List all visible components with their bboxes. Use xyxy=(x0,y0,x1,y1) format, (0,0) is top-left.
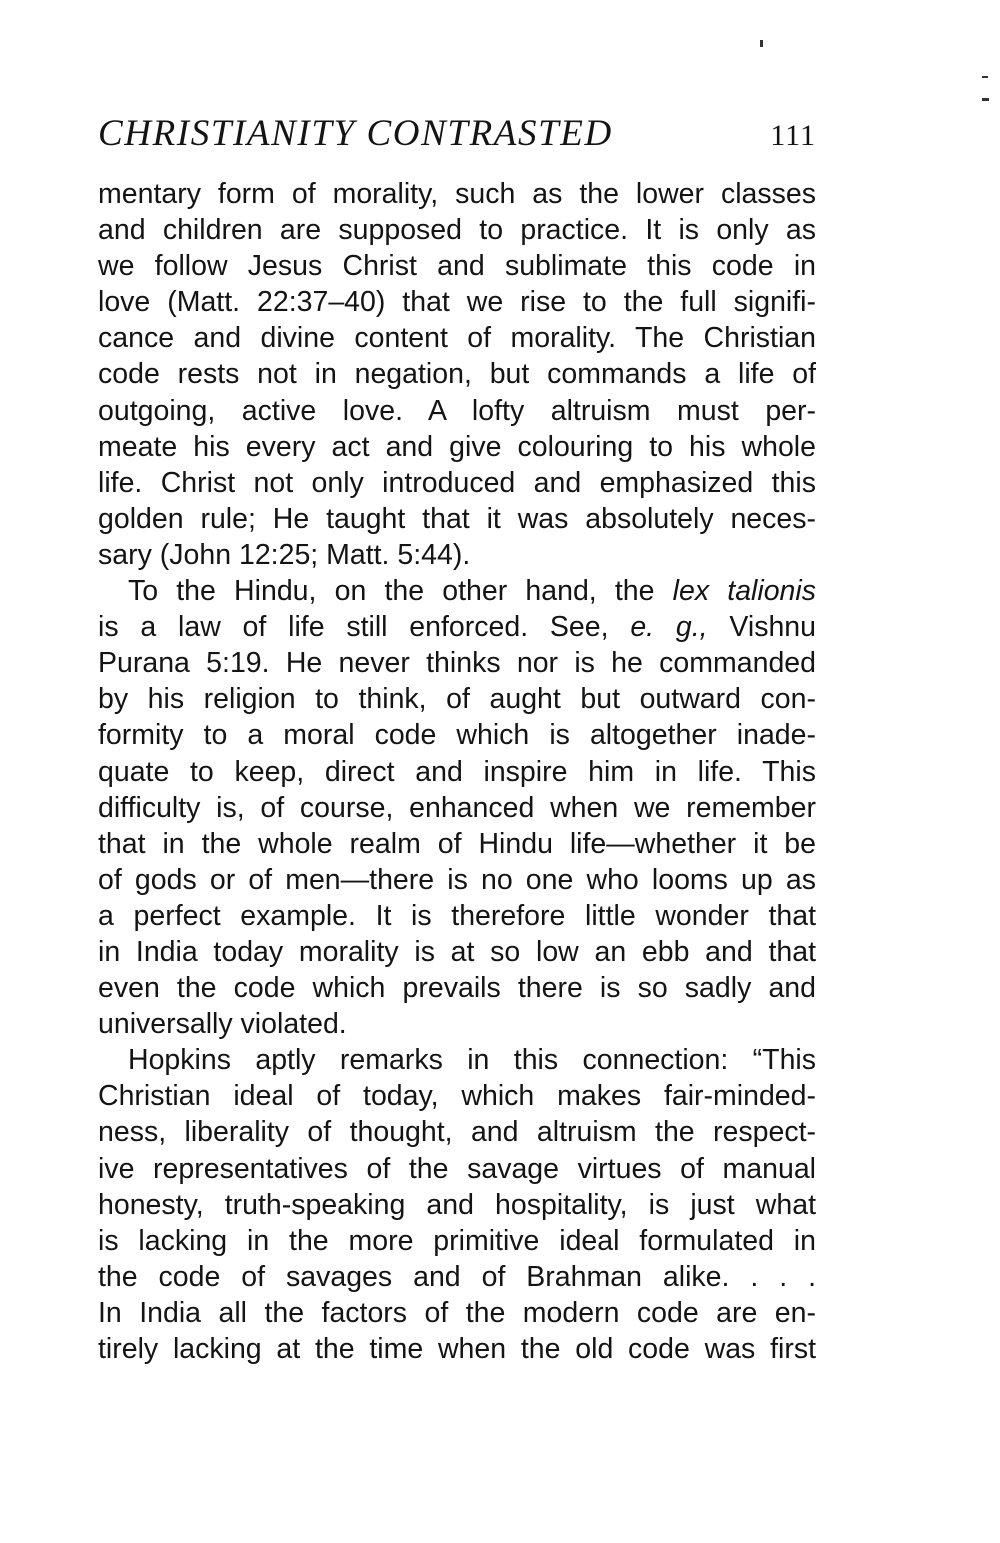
text-line: sary (John 12:25; Matt. 5:44). xyxy=(98,538,471,571)
italic-term: e. g., xyxy=(630,611,708,644)
text-line: cance and divine content of morality. The Christian xyxy=(98,322,816,355)
text-line: life. Christ not only introduced and emphasized this xyxy=(98,466,816,499)
text-line: difficulty is, of course, enhanced when we remember xyxy=(98,791,816,824)
text-line: code rests not in negation, but commands a life of xyxy=(98,358,816,391)
text-run: Vishnu xyxy=(729,611,816,644)
text-line: even the code which prevails there is so sadly and xyxy=(98,972,816,1005)
text-line xyxy=(98,573,816,609)
body-text xyxy=(98,176,816,1367)
text-line: quate to keep, direct and inspire him in life. This xyxy=(98,755,816,788)
text-line: and children are supposed to practice. It is only as xyxy=(98,214,816,247)
text-line: a perfect example. It is therefore little wonder that xyxy=(98,899,816,932)
text-line: by his religion to think, of aught but outward con- xyxy=(98,683,816,716)
text-line: that in the whole realm of Hindu life—whether it be xyxy=(98,827,816,860)
text-line: is lacking in the more primitive ideal formulated in xyxy=(98,1224,816,1257)
text-line: honesty, truth-speaking and hospitality, is just what xyxy=(98,1188,816,1221)
text-line: Christian ideal of today, which makes fair-minded- xyxy=(98,1080,816,1113)
page-number: 111 xyxy=(770,119,816,152)
paragraph xyxy=(98,573,816,1042)
text-line: tirely lacking at the time when the old code was first xyxy=(98,1333,816,1365)
text-run: is a law of life still enforced. See, xyxy=(98,611,609,644)
paragraph xyxy=(98,1042,816,1367)
text-line: formity to a moral code which is altogether inade- xyxy=(98,719,816,752)
scan-speck xyxy=(982,76,988,78)
text-line: mentary form of morality, such as the lower classes xyxy=(98,178,816,210)
text-line: Purana 5:19. He never thinks nor is he commanded xyxy=(98,647,816,680)
text-line: in India today morality is at so low an ebb and that xyxy=(98,935,816,968)
text-line: outgoing, active love. A lofty altruism must per- xyxy=(98,394,816,427)
text-line: universally violated. xyxy=(98,1008,347,1041)
paragraph xyxy=(98,176,816,573)
running-head xyxy=(98,112,816,170)
scan-speck xyxy=(760,40,763,47)
running-title: CHRISTIANITY CONTRASTED xyxy=(98,113,613,154)
scan-speck xyxy=(982,98,989,101)
text-line: we follow Jesus Christ and sublimate this code in xyxy=(98,250,816,283)
book-page xyxy=(98,112,816,1367)
text-line: meate his every act and give colouring to his whole xyxy=(98,430,816,463)
text-line: ive representatives of the savage virtues of manual xyxy=(98,1152,816,1185)
text-line: the code of savages and of Brahman alike. . . . xyxy=(98,1260,816,1293)
text-line xyxy=(98,609,816,645)
text-line: of gods or of men—there is no one who looms up as xyxy=(98,863,816,896)
text-line: ness, liberality of thought, and altruism the respect- xyxy=(98,1116,816,1149)
text-line: In India all the factors of the modern code are en- xyxy=(98,1296,816,1329)
text-run: To the Hindu, on the other hand, the xyxy=(128,575,655,608)
italic-term: lex talionis xyxy=(672,575,816,608)
text-line: golden rule; He taught that it was absolutely neces- xyxy=(98,502,816,535)
text-line: Hopkins aptly remarks in this connection: “This xyxy=(128,1044,816,1077)
text-line: love (Matt. 22:37–40) that we rise to the full signifi- xyxy=(98,286,816,319)
